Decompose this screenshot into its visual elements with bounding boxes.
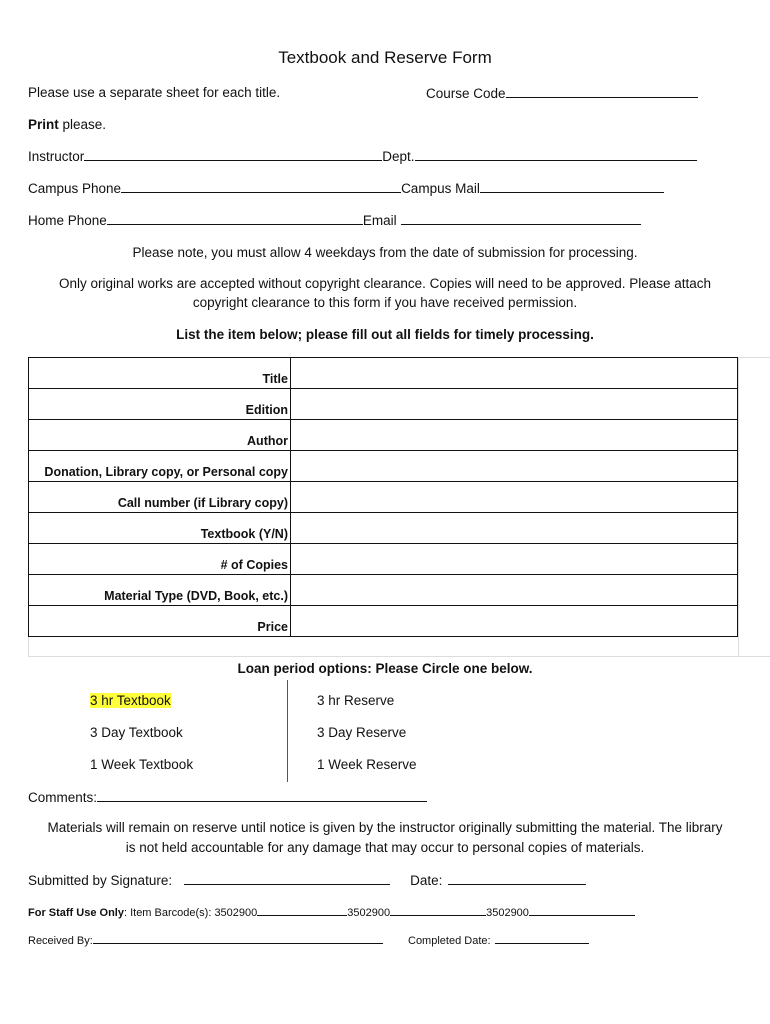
course-code-field[interactable] — [506, 85, 698, 98]
barcode-field-2[interactable] — [390, 903, 486, 916]
table-row — [29, 606, 738, 637]
table-row — [29, 482, 738, 513]
campus-phone-field[interactable] — [121, 180, 401, 193]
loan-option-1week-textbook[interactable]: 1 Week Textbook — [90, 757, 194, 772]
comments-label: Comments: — [28, 790, 98, 805]
table-row — [29, 451, 738, 482]
barcode-label: : Item Barcode(s): 3502900 — [123, 907, 258, 919]
received-row — [28, 931, 383, 947]
completed-label: Completed Date: — [408, 935, 491, 947]
disclaimer-line-2: is not held accountable for any damage that may occur to personal copies of materials. — [125, 840, 645, 855]
field-input[interactable] — [291, 575, 738, 606]
home-phone-field[interactable] — [107, 212, 363, 225]
dept-label: Dept. — [382, 149, 415, 164]
field-label: Donation, Library copy, or Personal copy — [29, 451, 291, 482]
table-row — [29, 544, 738, 575]
instructor-row — [28, 148, 697, 164]
table-row — [29, 358, 738, 389]
staff-barcode-row — [28, 903, 635, 919]
weekdays-note: Please note, you must allow 4 weekdays from the date of submission for processing. — [132, 245, 638, 260]
field-label: Call number (if Library copy) — [29, 482, 291, 513]
campus-mail-field[interactable] — [480, 180, 664, 193]
loan-heading: Loan period options: Please Circle one below. — [237, 661, 533, 676]
field-input[interactable] — [291, 358, 738, 389]
loan-divider — [287, 680, 288, 782]
item-details-table — [28, 357, 738, 637]
barcode-field-1[interactable] — [257, 903, 347, 916]
ghost-gridline — [738, 357, 739, 657]
home-phone-row — [28, 212, 641, 228]
loan-option-1week-reserve[interactable]: 1 Week Reserve — [317, 757, 417, 772]
home-phone-label: Home Phone — [28, 213, 107, 228]
copyright-line-2: copyright clearance to this form if you have received permission. — [192, 295, 578, 310]
field-input[interactable] — [291, 606, 738, 637]
comments-field[interactable] — [97, 789, 427, 802]
field-label: Author — [29, 420, 291, 451]
list-heading: List the item below; please fill out all fields for timely processing. — [176, 327, 594, 342]
barcode-prefix-2: 3502900 — [347, 907, 391, 919]
email-label: Email — [362, 213, 397, 228]
signature-row — [28, 872, 586, 888]
loan-option-3hr-textbook[interactable] — [90, 693, 171, 708]
copyright-line-1: Only original works are accepted without copyright clearance. Copies will need to be approved. Please attach — [58, 276, 712, 291]
campus-mail-label: Campus Mail — [401, 181, 480, 196]
ghost-gridline — [28, 656, 770, 657]
staff-use-label: For Staff Use Only — [28, 907, 124, 919]
table-row — [29, 420, 738, 451]
field-input[interactable] — [291, 389, 738, 420]
loan-option-3day-reserve[interactable]: 3 Day Reserve — [317, 725, 407, 740]
instructor-field[interactable] — [84, 148, 382, 161]
received-label: Received By: — [28, 935, 93, 947]
signature-label: Submitted by Signature: — [28, 873, 173, 888]
print-rest: please. — [58, 117, 107, 132]
field-label: Material Type (DVD, Book, etc.) — [29, 575, 291, 606]
field-input[interactable] — [291, 420, 738, 451]
campus-phone-label: Campus Phone — [28, 181, 122, 196]
table-row — [29, 575, 738, 606]
date-field[interactable] — [448, 872, 586, 885]
loan-option-3day-textbook[interactable]: 3 Day Textbook — [90, 725, 183, 740]
field-label: Title — [29, 358, 291, 389]
course-code-row — [426, 85, 698, 101]
field-input[interactable] — [291, 482, 738, 513]
completed-row — [408, 931, 589, 947]
loan-option-label: 3 hr Textbook — [90, 693, 171, 708]
campus-phone-row — [28, 180, 664, 196]
print-please — [28, 117, 106, 132]
loan-option-3hr-reserve[interactable]: 3 hr Reserve — [317, 693, 395, 708]
field-input[interactable] — [291, 513, 738, 544]
table-row — [29, 389, 738, 420]
signature-field[interactable] — [184, 872, 390, 885]
email-field[interactable] — [401, 212, 641, 225]
field-input[interactable] — [291, 544, 738, 575]
field-label: Price — [29, 606, 291, 637]
instructor-label: Instructor — [28, 149, 85, 164]
dept-field[interactable] — [415, 148, 697, 161]
field-label: Textbook (Y/N) — [29, 513, 291, 544]
disclaimer-line-1: Materials will remain on reserve until notice is given by the instructor originally submitting the material. The library — [47, 820, 723, 835]
print-bold: Print — [28, 117, 59, 132]
barcode-field-3[interactable] — [529, 903, 635, 916]
separate-sheet-note: Please use a separate sheet for each title. — [28, 85, 281, 100]
course-code-label: Course Code — [426, 86, 506, 101]
form-title: Textbook and Reserve Form — [278, 48, 492, 67]
field-input[interactable] — [291, 451, 738, 482]
table-row — [29, 513, 738, 544]
field-label: # of Copies — [29, 544, 291, 575]
field-label: Edition — [29, 389, 291, 420]
date-label: Date: — [410, 873, 443, 888]
barcode-prefix-3: 3502900 — [486, 907, 529, 919]
completed-field[interactable] — [495, 931, 589, 944]
comments-row — [28, 789, 427, 805]
received-field[interactable] — [93, 931, 383, 944]
